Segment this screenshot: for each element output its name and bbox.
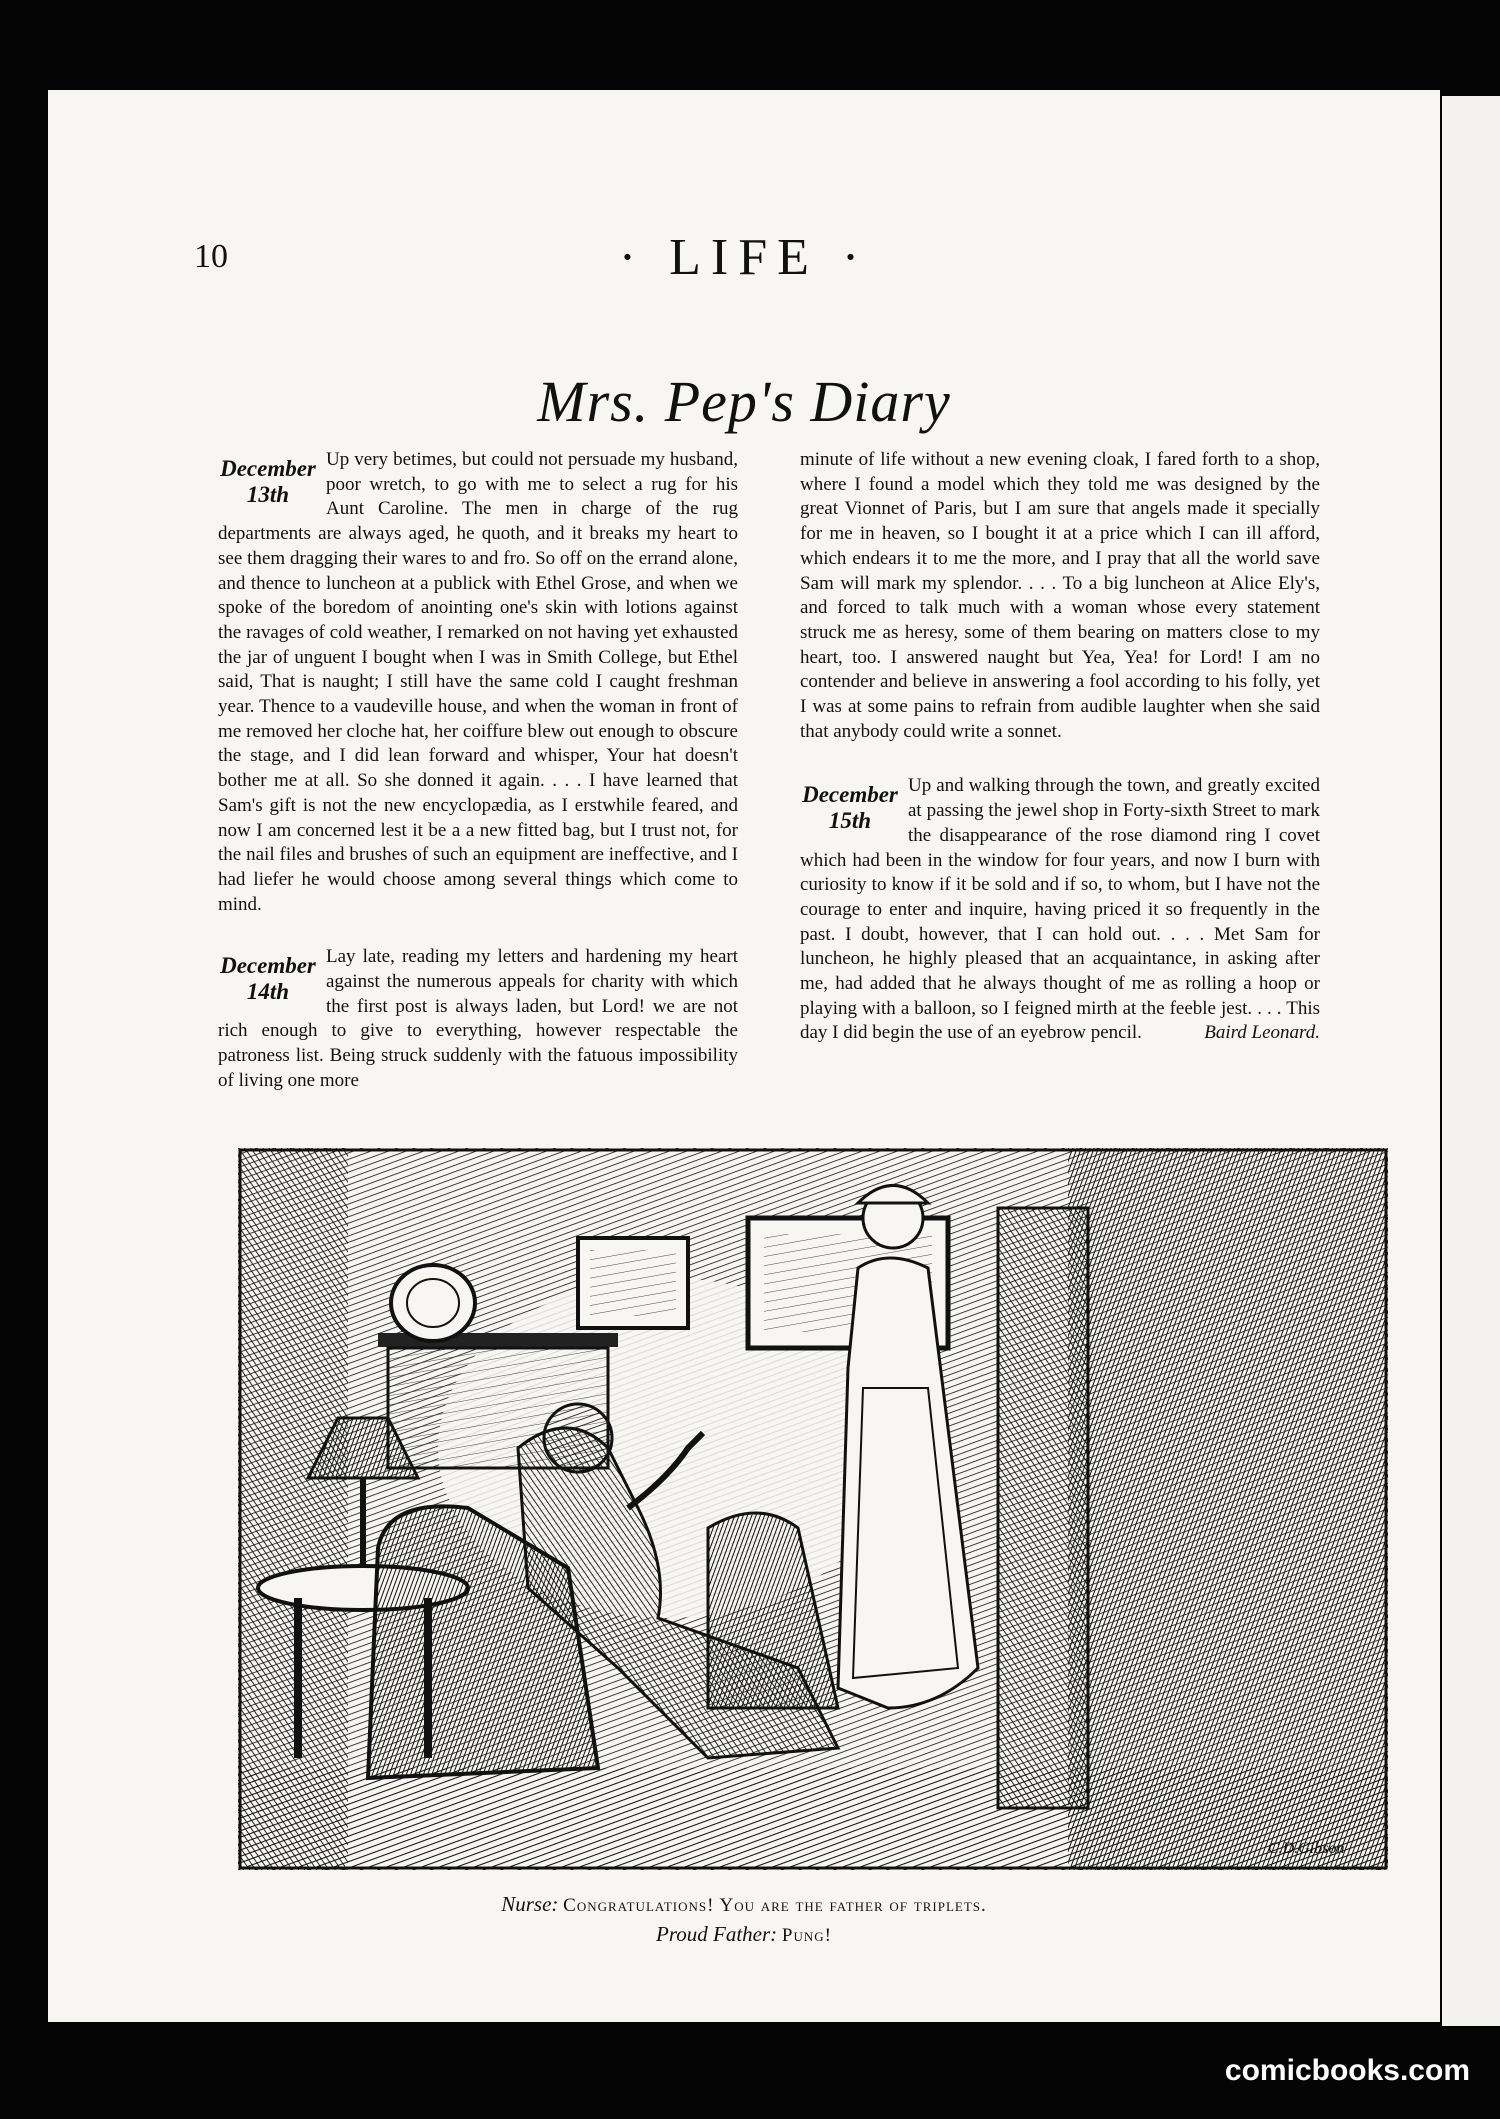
masthead: · LIFE · — [618, 229, 870, 286]
left-column — [218, 448, 738, 1094]
caption-nurse-line: Congratulations! You are the father of triplets. — [563, 1895, 987, 1916]
article-title: Mrs. Pep's Diary — [537, 369, 951, 434]
illustration-nurse-and-father — [238, 1148, 1388, 1870]
entry-text: minute of life without a new evening cloak, I fared forth to a shop, where I found a model which they told me was designed by the great Vionnet of Paris, but I am sure that angels made it specially for me in heaven, so I bought it at a price which I can ill afford, which endears it to me the more, and I pray that all the world save Sam will mark my splendor. . . . To a big luncheon at Alice Ely's, and forced to talk much with a woman whose every statement struck me as heresy, some of them bearing on matters close to my heart, too. I answered naught but Yea, Yea! for Lord! I am no contender and believe in answering a fool according to his folly, yet I was at some pains to refrain from audible laughter when she said that anybody could write a sonnet. — [800, 449, 1320, 742]
diary-entry-dec-14 — [218, 945, 738, 1093]
left-curtain — [238, 1148, 348, 1870]
floor — [238, 1768, 1388, 1870]
doorway — [1068, 1148, 1388, 1870]
author-signature: Baird Leonard. — [1204, 1022, 1320, 1044]
right-column — [800, 448, 1320, 1046]
entry-dateline: December 14th — [220, 953, 316, 1005]
artist-signature: C.D.Gibson — [1268, 1840, 1345, 1857]
entry-dateline: December 13th — [220, 456, 316, 507]
caption-line-1 — [48, 1892, 1440, 1917]
diary-entry-dec-15 — [800, 774, 1320, 1046]
diary-entry-dec-13 — [218, 448, 738, 917]
caption-father-line: Pung! — [781, 1925, 832, 1946]
entry-text: Up very betimes, but could not persuade my husband, poor wretch, to go with me to select a rug for his Aunt Caroline. The men in charge of the rug departments are always aged, he quoth, and it breaks my heart to see them dragging their wares to and fro. So off on the errand alone, and thence to luncheon at a publick with Ethel Grose, and when we spoke of the boredom of anointing one's skin with lotions against the ravages of cold weather, I remarked on not having yet exhausted the jar of unguent I bought when I was in Smith College, but Ethel said, That is naught; I still have the same cold I caught freshman year. Thence to a vaudeville house, and when the woman in front of me removed her cloche hat, her coiffure blew out enough to obscure the stage, and I did lean forward and whisper, Your hat doesn't bother me at all. So she donned it again. . . . I have learned that Sam's gift is not the new encyclopædia, as I erstwhile feared, and now I am concerned lest it be a a new fitted bag, but I trust not, for the nail files and brushes of such an equipment are ineffective, and I had liefer he would choose among several things which come to mind. — [218, 449, 738, 915]
diary-entry-dec-14-continued — [800, 448, 1320, 744]
page-number: 10 — [194, 238, 228, 275]
entry-dateline: December 15th — [802, 782, 898, 834]
next-page-edge — [1442, 96, 1500, 2026]
open-door — [998, 1208, 1088, 1808]
caption-line-2 — [48, 1922, 1440, 1947]
entry-text: Lay late, reading my letters and hardening my heart against the numerous appeals for charity with which the first post is always laden, but Lord! we are not rich enough to give to everything, however respectable the patroness list. Being struck suddenly with the fatuous impossibility of living one more — [218, 946, 738, 1091]
caption-speaker-nurse: Nurse: — [501, 1892, 559, 1916]
decorative-plate — [391, 1265, 475, 1341]
caption-speaker-father: Proud Father: — [656, 1922, 778, 1946]
watermark: comicbooks.com — [1224, 2054, 1470, 2087]
magazine-page — [48, 90, 1440, 2022]
father-head — [544, 1404, 612, 1472]
entry-text: Up and walking through the town, and greatly excited at passing the jewel shop in Forty-sixth Street to mark the disappearance of the rose diamond ring I covet which had been in the window for four years, and now I burn with curiosity to know if it be sold and if so, to whom, but I have not the courage to enter and inquire, having priced it so frequently in the past. I doubt, however, that I can hold out. . . . Met Sam for luncheon, he highly pleased that an acquaintance, in asking after me, had added that he always thought of me as rolling a hoop or playing with a balloon, so I feigned mirth at the feeble jest. . . . This day I did begin the use of an eyebrow pencil. Baird Leonard. — [800, 774, 1320, 1046]
